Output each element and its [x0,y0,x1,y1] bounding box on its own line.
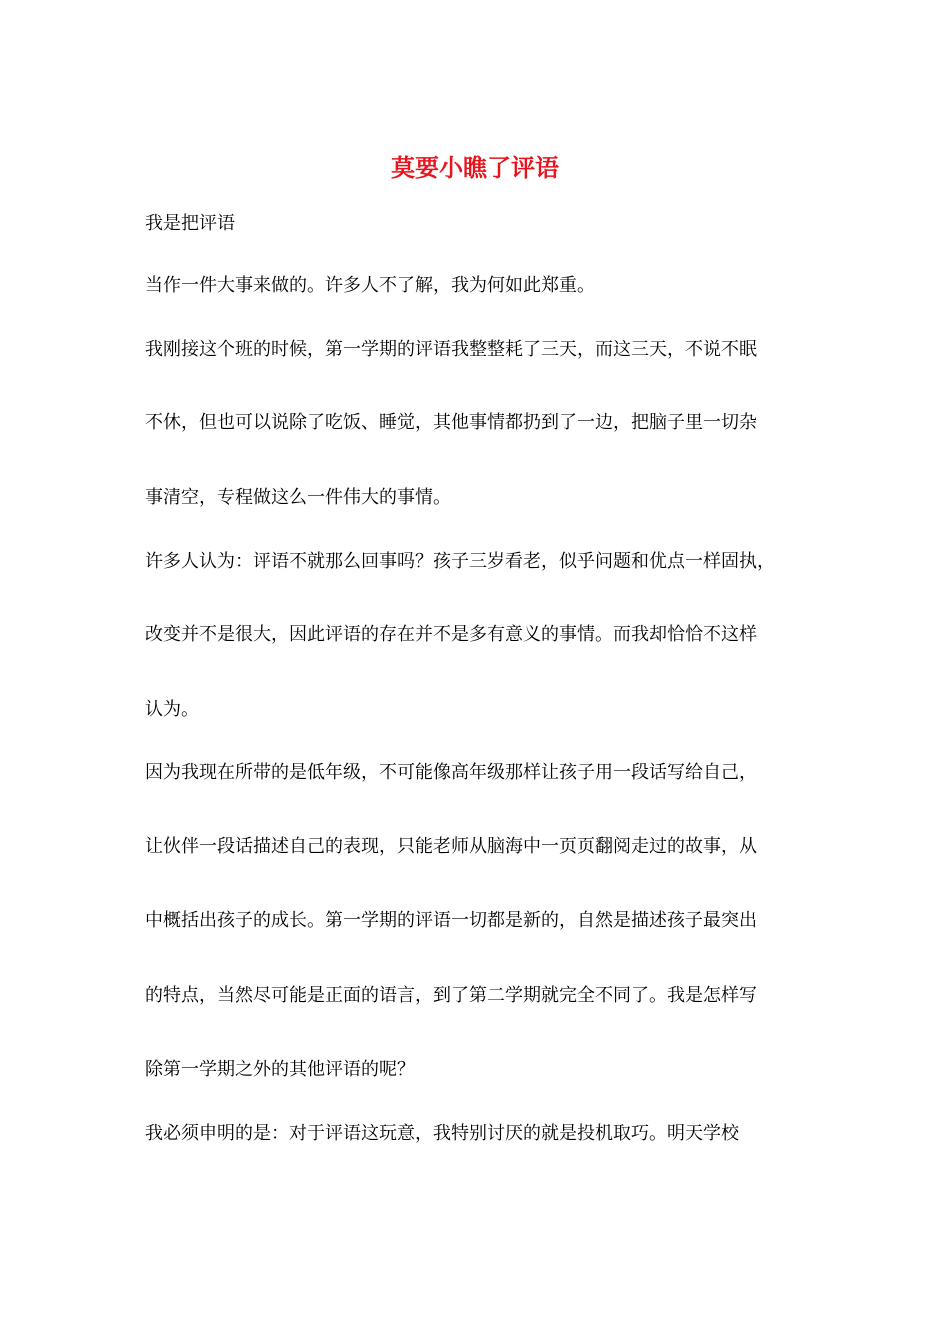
text-line: 我是把评语 [145,213,235,234]
text-line: 中概括出孩子的成长。第一学期的评语一切都是新的，自然是描述孩子最突出 [145,910,757,931]
text-line: 除第一学期之外的其他评语的呢？ [145,1059,415,1080]
text-line: 许多人认为：评语不就那么回事吗？孩子三岁看老，似乎问题和优点一样固执， [145,551,775,572]
text-line: 因为我现在所带的是低年级，不可能像高年级那样让孩子用一段话写给自己， [145,762,757,783]
text-line: 当作一件大事来做的。许多人不了解，我为何如此郑重。 [145,275,595,296]
text-line: 我刚接这个班的时候，第一学期的评语我整整耗了三天，而这三天，不说不眠 [145,339,757,360]
text-line: 我必须申明的是：对于评语这玩意，我特别讨厌的就是投机取巧。明天学校 [145,1123,739,1144]
text-line: 让伙伴一段话描述自己的表现，只能老师从脑海中一页页翻阅走过的故事，从 [145,836,757,857]
text-line: 改变并不是很大，因此评语的存在并不是多有意义的事情。而我却恰恰不这样 [145,624,757,645]
text-line: 的特点，当然尽可能是正面的语言，到了第二学期就完全不同了。我是怎样写 [145,985,757,1006]
text-line: 认为。 [145,699,199,720]
document-title: 莫要小瞧了评语 [391,154,559,182]
text-line: 不休，但也可以说除了吃饭、睡觉，其他事情都扔到了一边，把脑子里一切杂 [145,412,757,433]
text-line: 事清空，专程做这么一件伟大的事情。 [145,487,451,508]
